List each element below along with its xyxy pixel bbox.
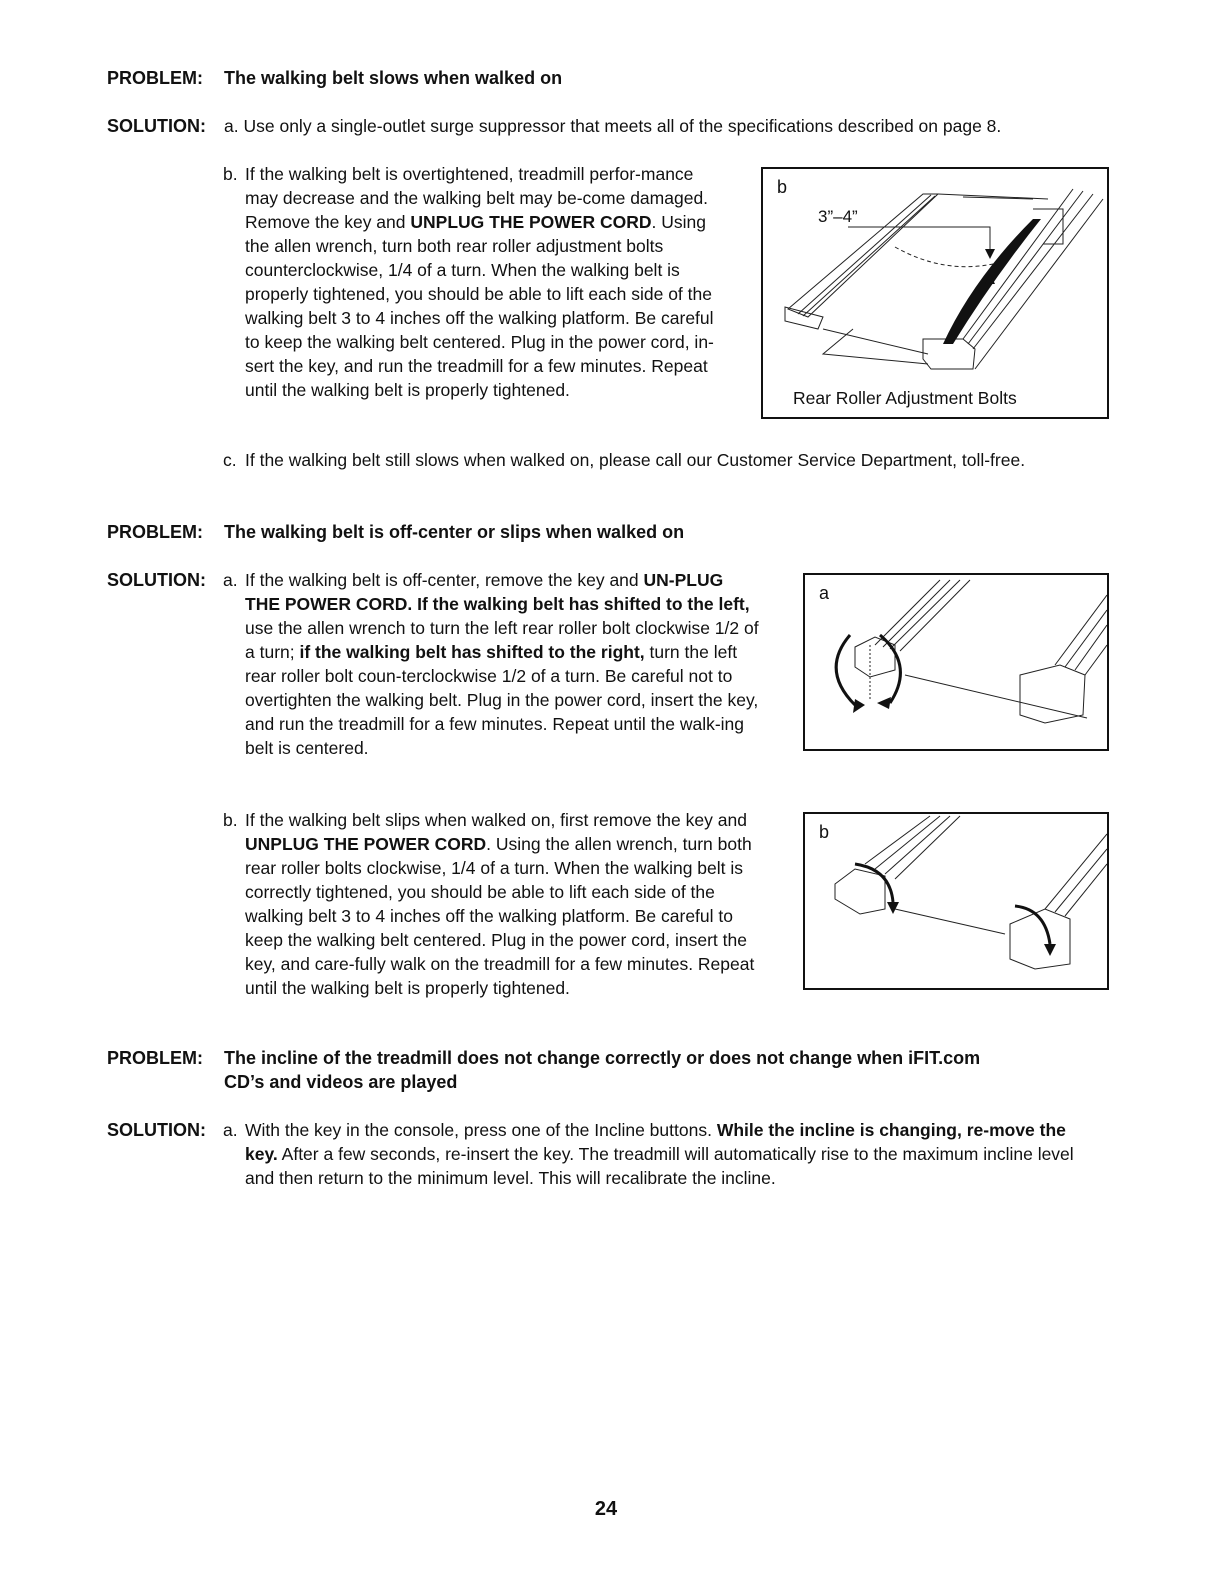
problem-heading-2 — [107, 520, 684, 544]
item-text: If the walking belt is overtightened, treadmill perfor-mance may decrease and the walking belt may be-come damaged. Remove the key and UNPLUG THE POWER CORD. Using the allen wrench, turn both rear roller adjustment bolts counterclockwise, 1/4 of a turn. When the walking belt is properly tightened, you should be able to lift each side of the walking belt 3 to 4 inches off the walking platform. Be careful to keep the walking belt centered. Plug in the power cord, in-sert the key, and run the treadmill for a few minutes. Repeat until the walking belt is properly tightened. — [245, 164, 714, 400]
item-letter: a. — [223, 1120, 238, 1140]
figure-label: b — [777, 177, 788, 197]
item-text: If the walking belt slips when walked on, first remove the key and UNPLUG THE POWER CORD. Using the allen wrench, turn both rear roller bolts clockwise, 1/4 of a turn. When the walking belt is correctly tightened, you should be able to lift each side of the walking belt 3 to 4 inches off the walking platform. Be careful to keep the walking belt centered. Plug in the power cord, insert the key, and care-fully walk on the treadmill for a few minutes. Repeat until the walking belt is properly tightened. — [245, 810, 755, 998]
problem-text-line1: The incline of the treadmill does not change correctly or does not change when iFIT.com — [224, 1048, 981, 1068]
problem-text: The walking belt is off-center or slips when walked on — [224, 522, 685, 542]
problem-label: PROBLEM: — [107, 68, 203, 88]
item-letter: a. — [223, 570, 238, 590]
item-text: Use only a single-outlet surge suppressor that meets all of the specifications described on page 8. — [243, 116, 1002, 136]
figure-label: a — [819, 583, 830, 603]
problem-label: PROBLEM: — [107, 1048, 203, 1068]
item-letter: b. — [223, 164, 238, 184]
measurement-label: 3”–4” — [818, 207, 858, 226]
solution-label-2: SOLUTION: — [107, 570, 206, 590]
roller-bolt-tighten-illustration — [805, 814, 1107, 988]
solution-3a — [223, 1118, 1098, 1190]
roller-bolt-rotate-illustration — [805, 575, 1107, 749]
solution-label: SOLUTION: — [107, 116, 206, 136]
item-text: If the walking belt is off-center, remove the key and UN-PLUG THE POWER CORD. If the walking belt has shifted to the left, use the allen wrench to turn the left rear roller bolt clockwise 1/2 of a turn; if the walking belt has shifted to the right, turn the left rear roller bolt coun-terclockwise 1/2 of a turn. Be careful not to overtighten the walking belt. Plug in the power cord, insert the key, and run the treadmill for a few minutes. Repeat until the walk-ing belt is centered. — [245, 570, 759, 758]
item-letter: c. — [223, 450, 237, 470]
solution-2b — [223, 808, 763, 1000]
figure-label: b — [819, 822, 830, 842]
item-letter: b. — [223, 810, 238, 830]
figure-caption: Rear Roller Adjustment Bolts — [793, 388, 1017, 408]
problem-heading-1 — [107, 66, 562, 90]
item-text: With the key in the console, press one of the Incline buttons. While the incline is changing, re-move the key. After a few seconds, re-insert the key. The treadmill will automatically rise to the maximum incline level and then return to the minimum level. This will recalibrate the incline. — [245, 1120, 1074, 1188]
problem-text-line2: CD’s and videos are played — [224, 1072, 458, 1092]
solution-1a — [107, 114, 1107, 138]
solution-1b — [223, 162, 728, 402]
item-letter: a. — [224, 116, 239, 136]
solution-2a — [223, 568, 763, 760]
figure-belt-center — [803, 573, 1109, 751]
problem-heading-3 — [107, 1046, 1107, 1094]
solution-1c — [223, 448, 1103, 472]
item-text: If the walking belt still slows when walked on, please call our Customer Service Department, toll-free. — [245, 450, 1026, 470]
problem-label: PROBLEM: — [107, 522, 203, 542]
solution-label-3: SOLUTION: — [107, 1120, 206, 1140]
figure-belt-slip — [803, 812, 1109, 990]
problem-text: The walking belt slows when walked on — [224, 68, 563, 88]
figure-belt-tension — [761, 167, 1109, 419]
warning-text: UNPLUG THE POWER CORD — [410, 212, 652, 232]
page-number: 24 — [594, 1498, 618, 1520]
treadmill-belt-lift-illustration — [763, 169, 1107, 417]
